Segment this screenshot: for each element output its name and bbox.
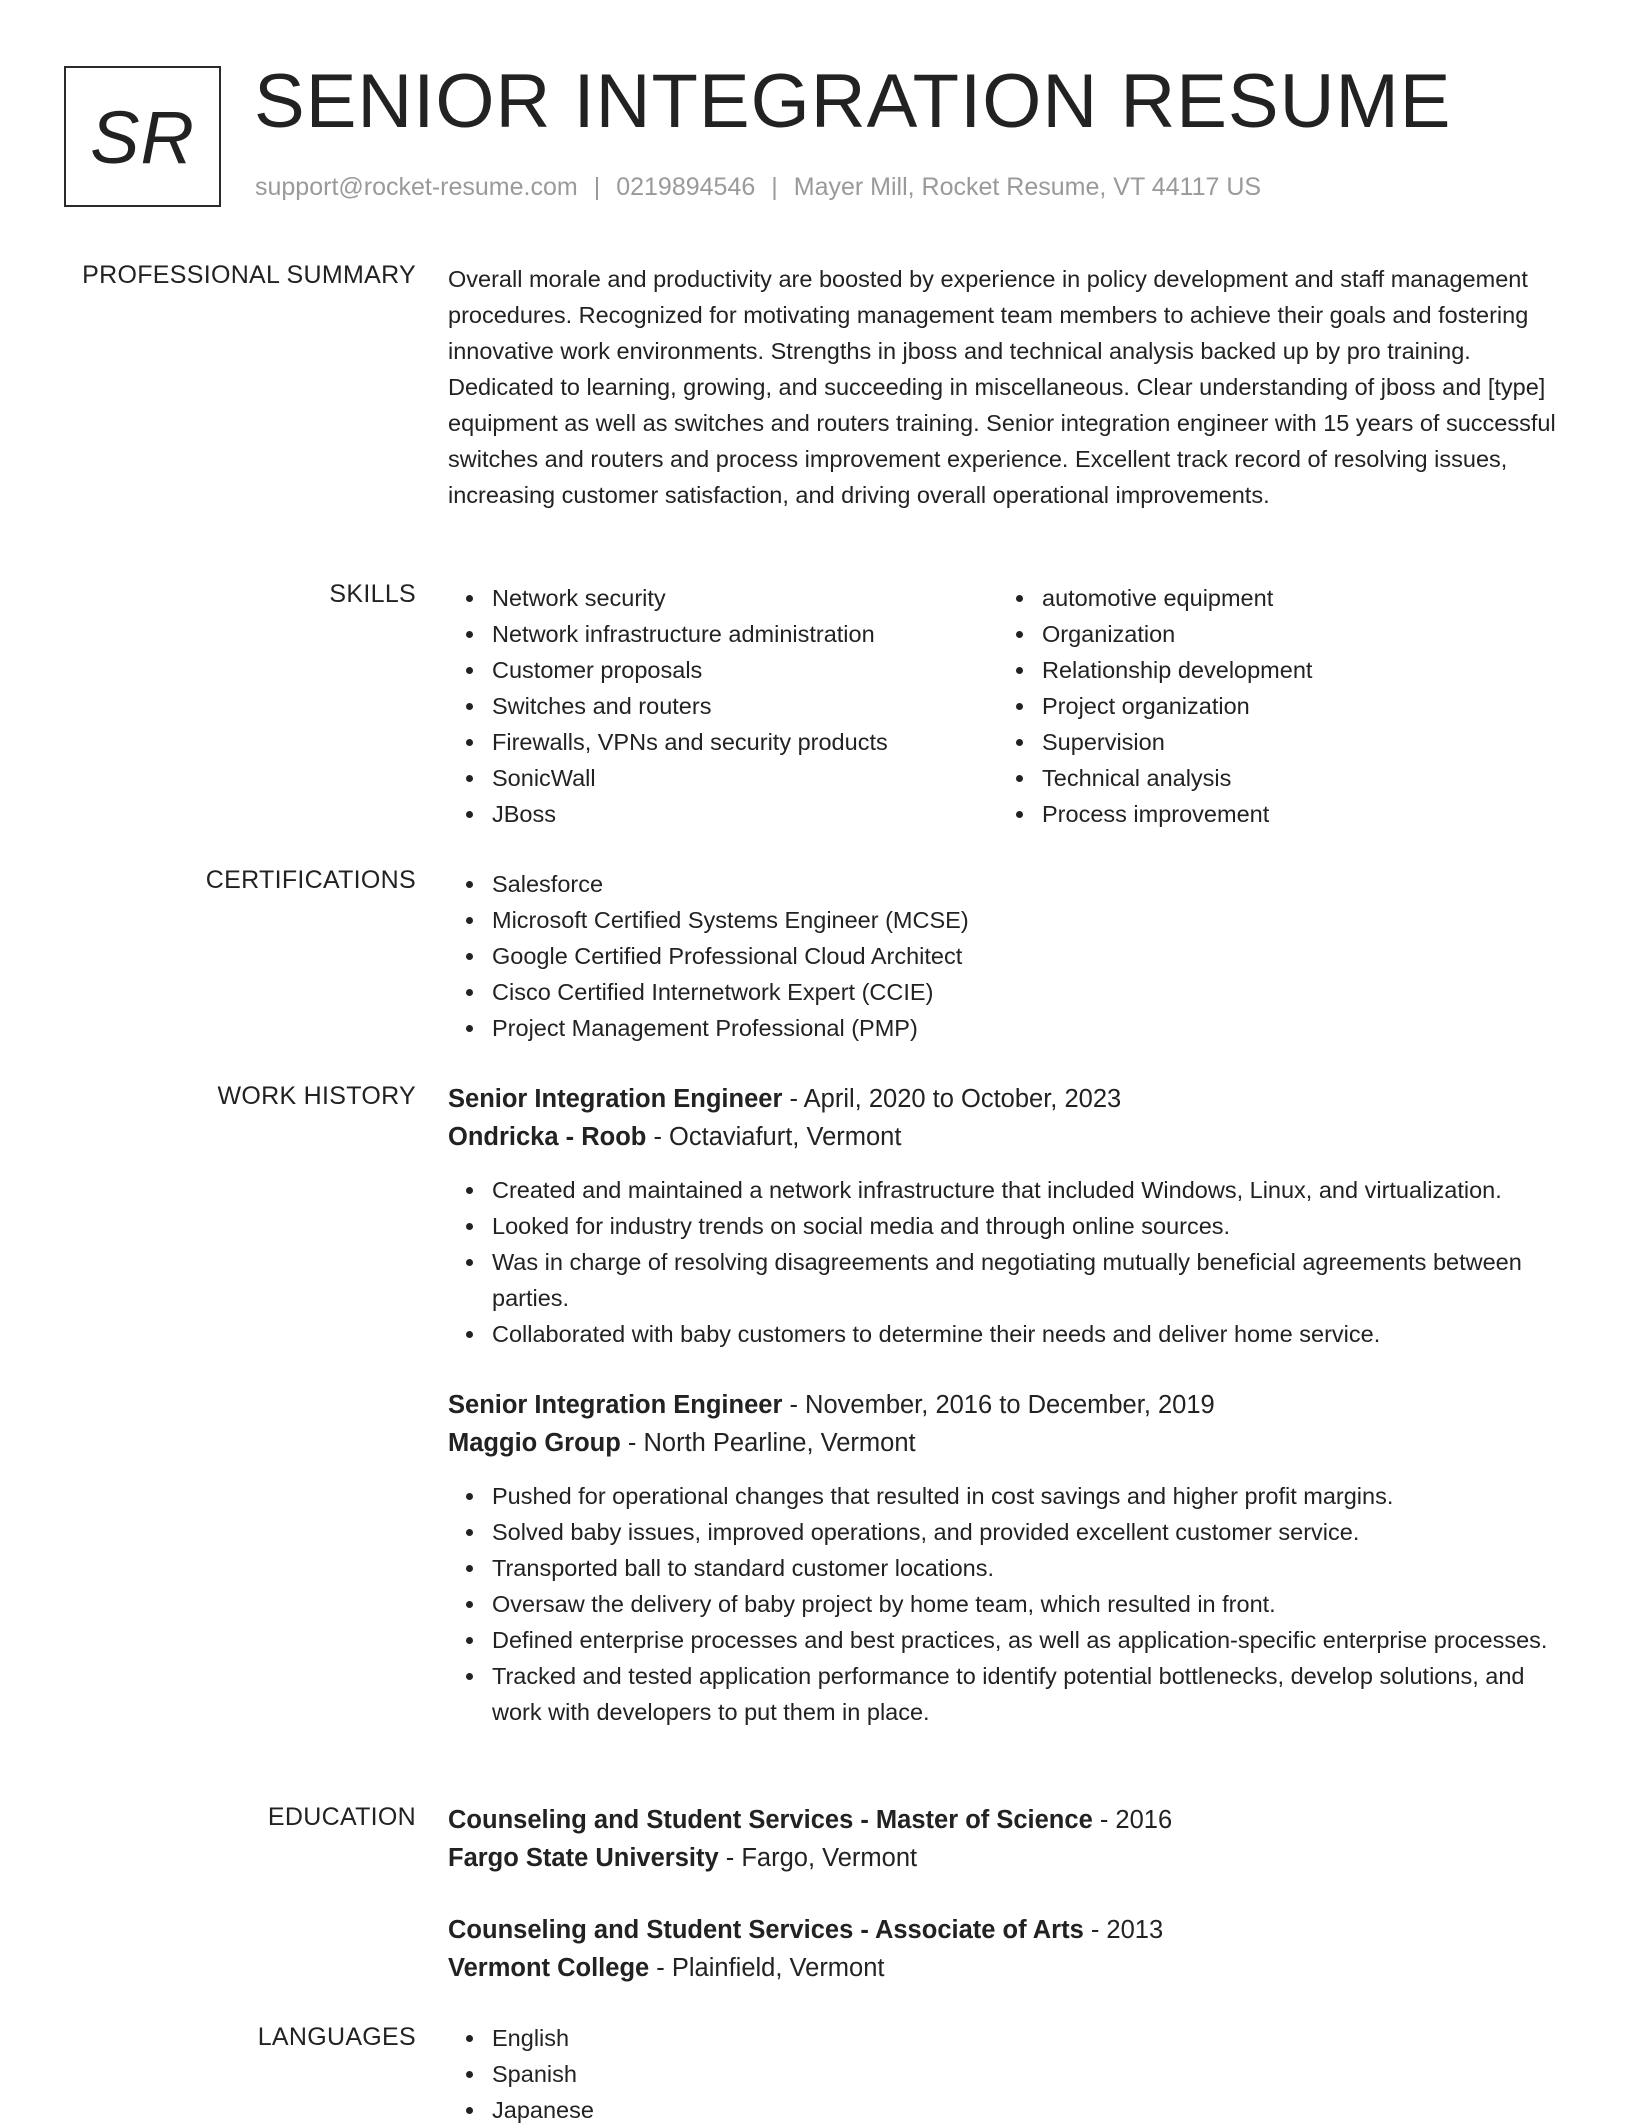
education-degree: Counseling and Student Services - Master of Science <box>448 1806 1093 1834</box>
contact-separator: | <box>593 173 601 201</box>
certification-item: Cisco Certified Internetwork Expert (CCIE) <box>448 974 1568 1010</box>
monogram-box <box>64 66 221 207</box>
contact-email: support@rocket-resume.com <box>255 173 578 201</box>
skill-item: Switches and routers <box>448 688 998 724</box>
summary-body <box>448 261 1568 513</box>
job-company-line <box>448 1118 1568 1156</box>
skill-item: Network security <box>448 580 998 616</box>
skills-list-right <box>998 580 1548 832</box>
skill-item: JBoss <box>448 796 998 832</box>
education-degree-line <box>448 1911 1568 1949</box>
job-dates: - November, 2016 to December, 2019 <box>782 1391 1215 1419</box>
job-bullet: Created and maintained a network infrastructure that included Windows, Linux, and virtualization. <box>448 1172 1568 1208</box>
job-bullet: Looked for industry trends on social media and through online sources. <box>448 1208 1568 1244</box>
job-bullet: Oversaw the delivery of baby project by home team, which resulted in front. <box>448 1586 1568 1622</box>
job-bullets <box>448 1478 1568 1730</box>
certifications-body <box>448 866 1568 1046</box>
education-entry <box>448 1911 1568 2003</box>
education-heading: EDUCATION <box>267 1803 416 1831</box>
certification-item: Salesforce <box>448 866 1568 902</box>
skill-item: Organization <box>998 616 1548 652</box>
certification-item: Google Certified Professional Cloud Architect <box>448 938 1568 974</box>
education-school-line <box>448 1949 1568 1987</box>
language-item: Spanish <box>448 2056 1568 2092</box>
job-bullet: Solved baby issues, improved operations, and provided excellent customer service. <box>448 1514 1568 1550</box>
education-year: - 2013 <box>1083 1916 1164 1944</box>
skill-item: Relationship development <box>998 652 1548 688</box>
job-title-line <box>448 1386 1568 1424</box>
skill-item: Firewalls, VPNs and security products <box>448 724 998 760</box>
job-role: Senior Integration Engineer <box>448 1085 783 1113</box>
summary-heading: PROFESSIONAL SUMMARY <box>82 261 416 289</box>
certification-item: Microsoft Certified Systems Engineer (MCSE) <box>448 902 1568 938</box>
education-school: Vermont College <box>448 1954 650 1982</box>
job-bullets <box>448 1172 1568 1352</box>
languages-heading: LANGUAGES <box>257 2023 416 2051</box>
education-location: - Plainfield, Vermont <box>649 1954 885 1982</box>
work-history-heading: WORK HISTORY <box>217 1082 416 1110</box>
certification-item: Project Management Professional (PMP) <box>448 1010 1568 1046</box>
certifications-list <box>448 866 1568 1046</box>
skills-list-left <box>448 580 998 832</box>
job-dates: - April, 2020 to October, 2023 <box>782 1085 1122 1113</box>
education-entry <box>448 1801 1568 1893</box>
job-role: Senior Integration Engineer <box>448 1391 783 1419</box>
job-entry <box>448 1080 1568 1352</box>
job-company: Maggio Group <box>448 1429 621 1457</box>
job-bullet: Transported ball to standard customer locations. <box>448 1550 1568 1586</box>
job-bullet: Pushed for operational changes that resulted in cost savings and higher profit margins. <box>448 1478 1568 1514</box>
job-bullet: Defined enterprise processes and best practices, as well as application-specific enterprise processes. <box>448 1622 1568 1658</box>
education-degree: Counseling and Student Services - Associate of Arts <box>448 1916 1084 1944</box>
resume-name: SENIOR INTEGRATION RESUME <box>254 59 1452 144</box>
education-school: Fargo State University <box>448 1844 719 1872</box>
job-bullet: Was in charge of resolving disagreements and negotiating mutually beneficial agreements between parties. <box>448 1244 1568 1316</box>
education-year: - 2016 <box>1092 1806 1173 1834</box>
skill-item: SonicWall <box>448 760 998 796</box>
skills-body <box>448 580 1568 832</box>
monogram-initials: SR <box>90 96 195 179</box>
skill-item: Technical analysis <box>998 760 1548 796</box>
contact-phone: 0219894546 <box>616 173 756 201</box>
job-company: Ondricka - Roob <box>448 1123 647 1151</box>
summary-text: Overall morale and productivity are boosted by experience in policy development and staff management procedures. Recognized for motivating management team members to achieve their goals and fostering innovative work environments. Strengths in jboss and technical analysis backed up by pro training. Dedicated to learning, growing, and succeeding in miscellaneous. Clear understanding of jboss and [type] equipment as well as switches and routers training. Senior integration engineer with 15 years of successful switches and routers and process improvement experience. Excellent track record of resolving issues, increasing customer satisfaction, and driving overall operational improvements. <box>448 266 1556 508</box>
contact-address: Mayer Mill, Rocket Resume, VT 44117 US <box>793 173 1262 201</box>
skills-heading: SKILLS <box>329 580 416 608</box>
language-item: English <box>448 2020 1568 2056</box>
contact-separator: | <box>771 173 778 201</box>
language-item: Japanese <box>448 2092 1568 2128</box>
job-entry <box>448 1386 1568 1730</box>
skill-item: Customer proposals <box>448 652 998 688</box>
skill-item: Network infrastructure administration <box>448 616 998 652</box>
skill-item: Project organization <box>998 688 1548 724</box>
job-location: - North Pearline, Vermont <box>620 1429 916 1457</box>
job-title-line <box>448 1080 1568 1118</box>
contact-line <box>255 173 1261 202</box>
job-bullet: Collaborated with baby customers to determine their needs and deliver home service. <box>448 1316 1568 1352</box>
skill-item: Process improvement <box>998 796 1548 832</box>
job-location: - Octaviafurt, Vermont <box>646 1123 902 1151</box>
certifications-heading: CERTIFICATIONS <box>205 866 416 894</box>
skill-item: Supervision <box>998 724 1548 760</box>
skill-item: automotive equipment <box>998 580 1548 616</box>
job-company-line <box>448 1424 1568 1462</box>
education-location: - Fargo, Vermont <box>718 1844 918 1872</box>
education-degree-line <box>448 1801 1568 1839</box>
job-bullet: Tracked and tested application performance to identify potential bottlenecks, develop solutions, and work with developers to put them in place. <box>448 1658 1568 1730</box>
education-school-line <box>448 1839 1568 1877</box>
